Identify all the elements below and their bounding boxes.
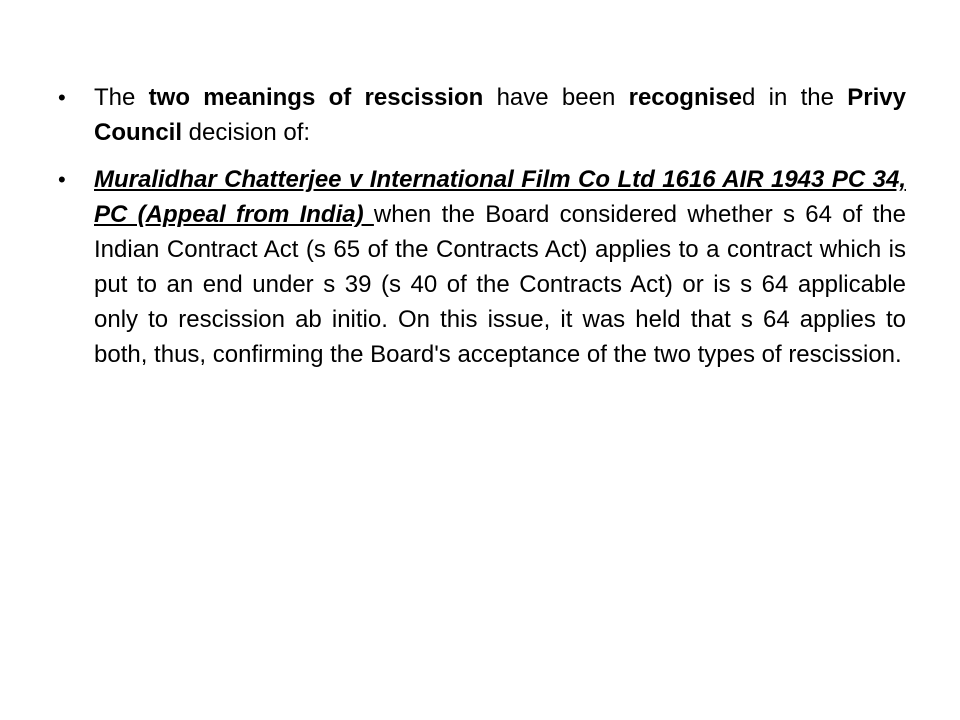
emphasis-recognise: recognise xyxy=(628,84,742,111)
text-segment: d in the xyxy=(742,84,848,111)
bullet-item-case xyxy=(58,162,906,372)
bullet-marker: • xyxy=(58,85,66,110)
case-citation: Muralidhar Chatterjee v International Film Co Ltd 1616 AIR 1943 PC 34, PC (Appeal from India) xyxy=(94,166,906,228)
bullet-marker: • xyxy=(58,167,66,192)
text-segment: have been xyxy=(483,84,629,111)
case-description: when the Board considered whether s 64 of the Indian Contract Act (s 65 of the Contracts Act) applies to a contract which is put to an end under s 39 (s 40 of the Contracts Act) or is s 64 applicable only to rescission ab initio. On this issue, it was held that s 64 applies to both, thus, confirming the Board's acceptance of the two types of rescission. xyxy=(94,201,906,368)
bullet-item-recognition xyxy=(58,80,906,150)
emphasis-privy-council: Privy Council xyxy=(94,84,906,146)
text-segment: The xyxy=(94,84,149,111)
text-segment: decision of: xyxy=(182,119,311,146)
bullet-list xyxy=(58,80,906,384)
emphasis-two-meanings: two meanings of rescission xyxy=(148,84,484,111)
